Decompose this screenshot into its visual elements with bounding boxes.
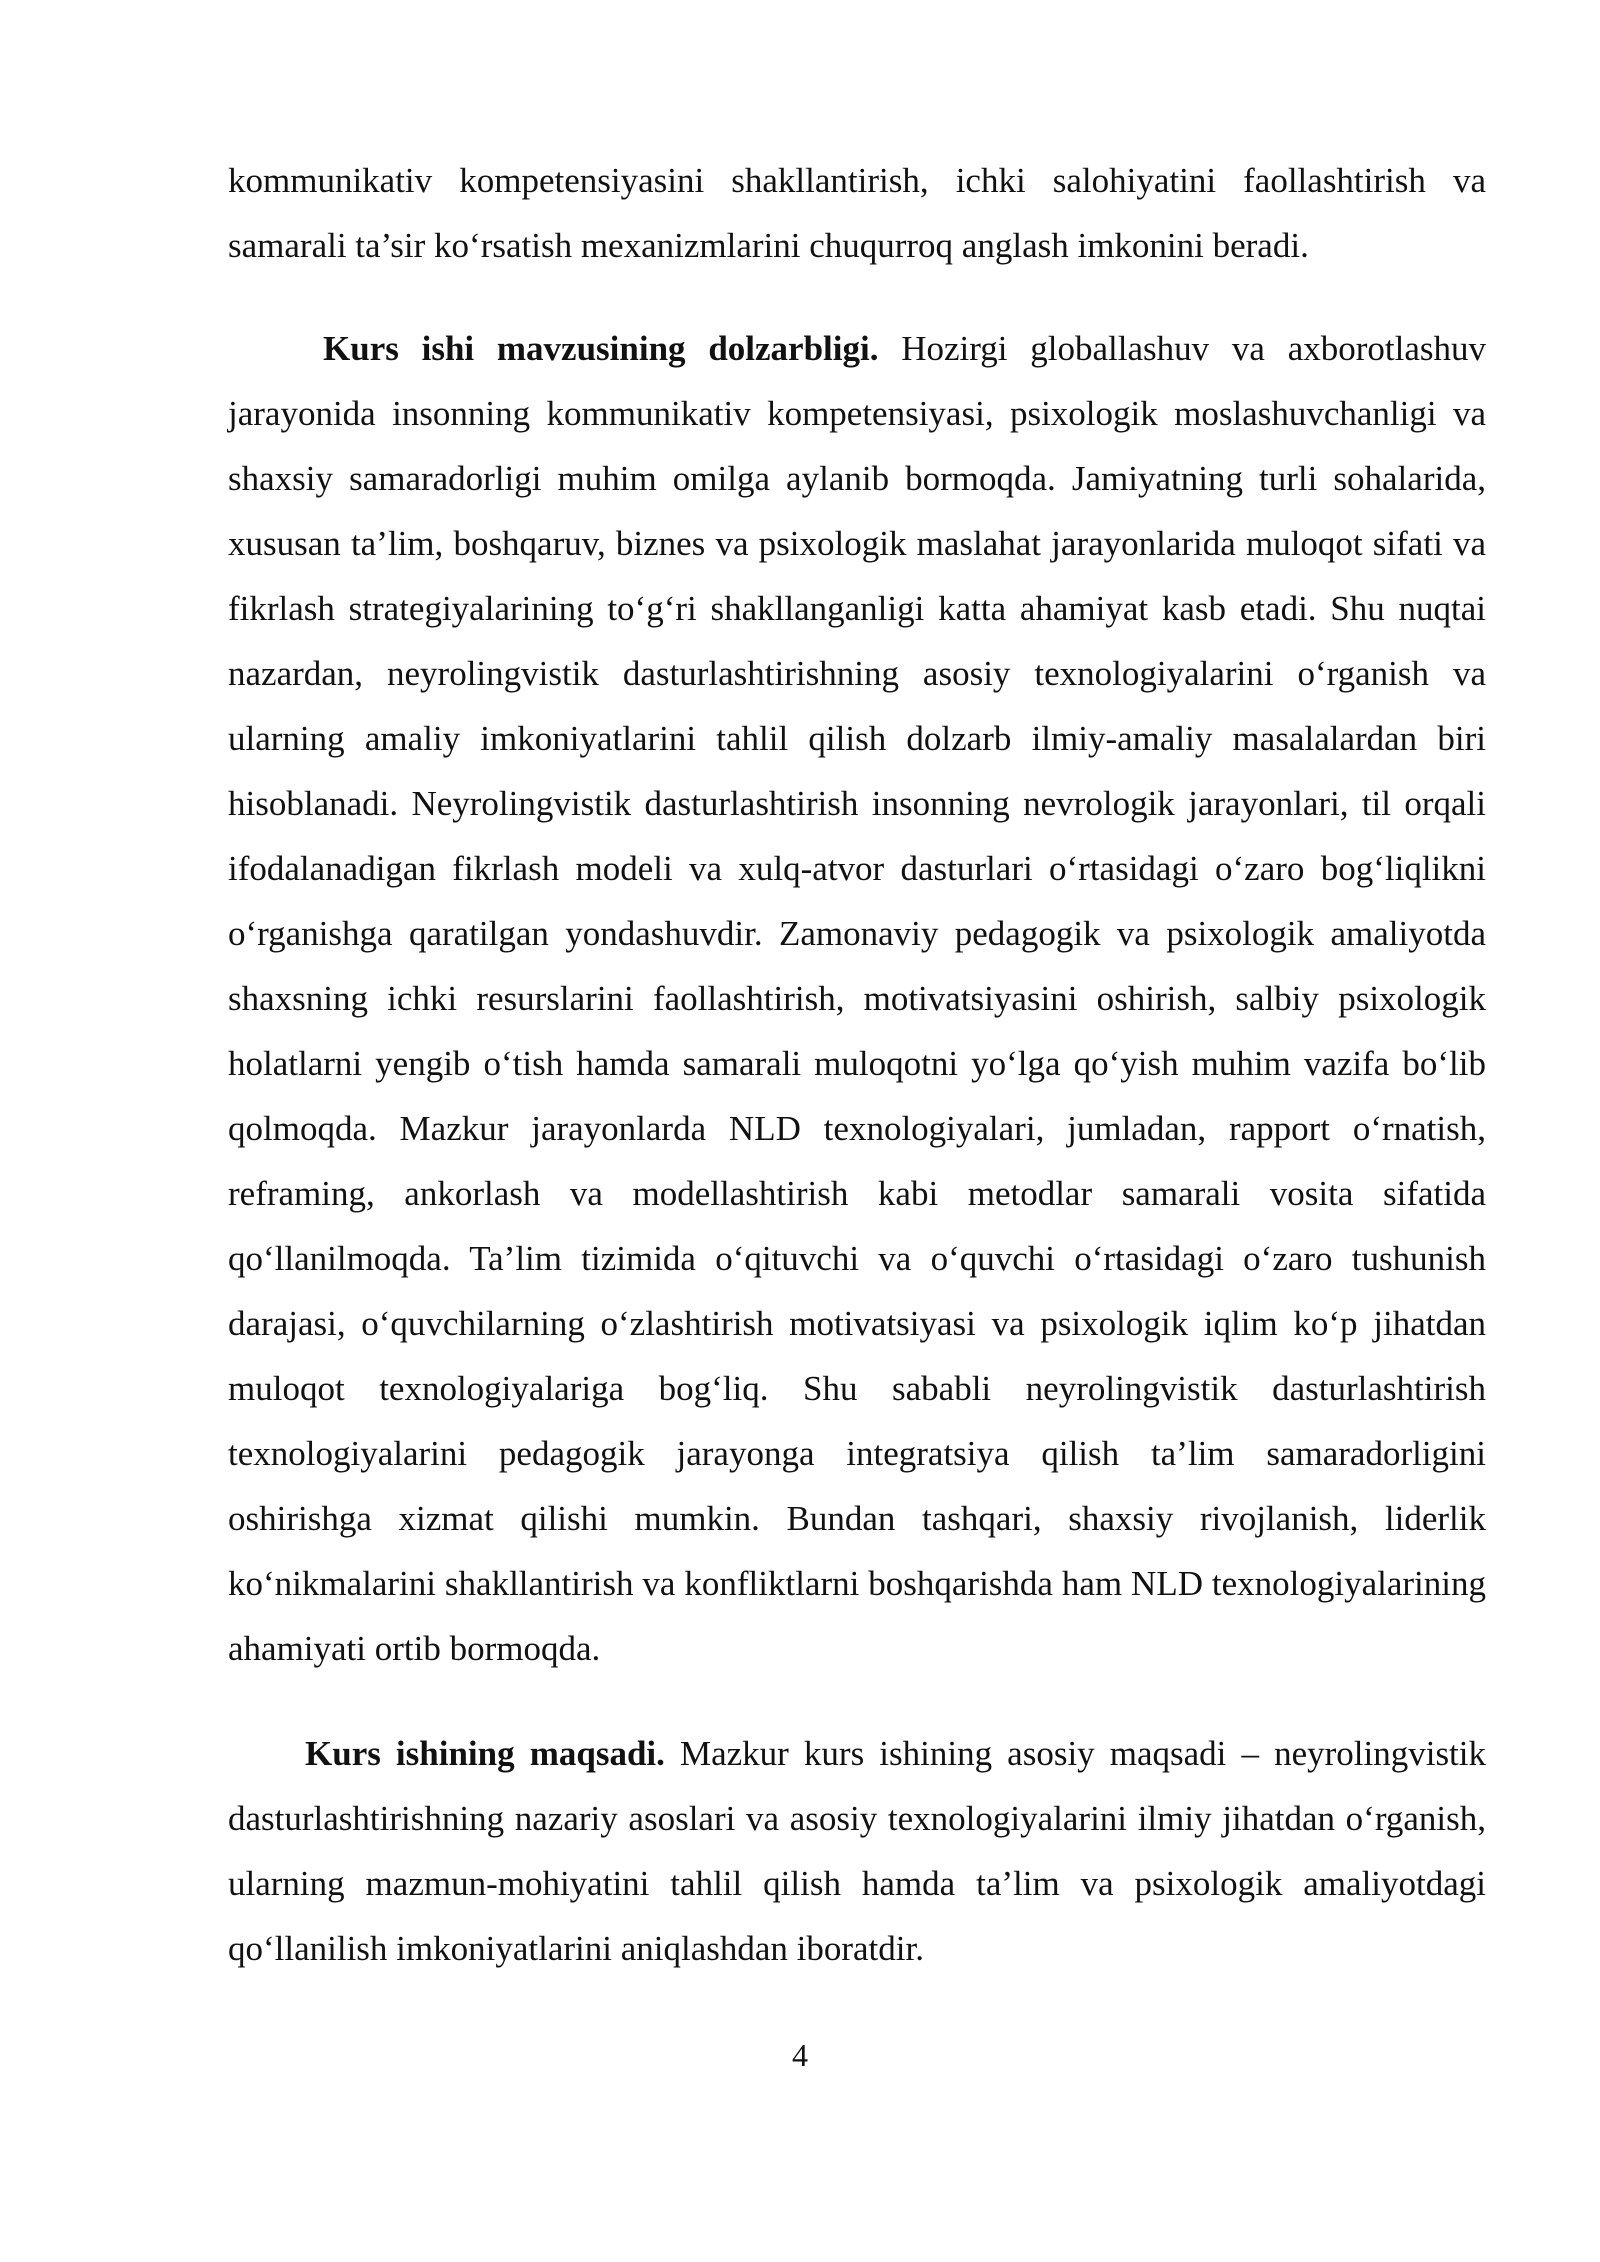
paragraph-relevance <box>228 316 1486 1681</box>
paragraph-text: kommunikativ kompetensiyasini shakllantirish, ichki salohiyatini faollashtirish va samarali ta’sir ko‘rsatish mexanizmlarini chuqurroq anglash imkonini beradi. <box>228 161 1486 265</box>
paragraph-heading: Kurs ishi mavzusining dolzarbligi. <box>323 329 879 368</box>
paragraph-gap <box>228 278 1486 316</box>
paragraph-text: Hozirgi globallashuv va axborotlashuv jarayonida insonning kommunikativ kompetensiyasi, psixologik moslashuvchanligi va shaxsiy samaradorligi muhim omilga aylanib bormoqda. Jamiyatning turli sohalarida, xususan ta’lim, boshqaruv, biznes va psixologik maslahat jarayonlarida muloqot sifati va fikrlash strategiyalarining to‘g‘ri shakllanganligi katta ahamiyat kasb etadi. Shu nuqtai nazardan, neyrolingvistik dasturlashtirishning asosiy texnologiyalarini o‘rganish va ularning amaliy imkoniyatlarini tahlil qilish dolzarb ilmiy-amaliy masalalardan biri hisoblanadi. Neyrolingvistik dasturlashtirish insonning nevrologik jarayonlari, til orqali ifodalanadigan fikrlash modeli va xulq-atvor dasturlari o‘rtasidagi o‘zaro bog‘liqlikni o‘rganishga qaratilgan yondashuvdir. Zamonaviy pedagogik va psixologik amaliyotda shaxsning ichki resurslarini faollashtirish, motivatsiyasini oshirish, salbiy psixologik holatlarni yengib o‘tish hamda samarali muloqotni yo‘lga qo‘yish muhim vazifa bo‘lib qolmoqda. Mazkur jarayonlarda NLD texnologiyalari, jumladan, rapport o‘rnatish, reframing, ankorlash va modellashtirish kabi metodlar samarali vosita sifatida qo‘llanilmoqda. Ta’lim tizimida o‘qituvchi va o‘quvchi o‘rtasidagi o‘zaro tushunish darajasi, o‘quvchilarning o‘zlashtirish motivatsiyasi va psixologik iqlim ko‘p jihatdan muloqot texnologiyalariga bog‘liq. Shu sababli neyrolingvistik dasturlashtirish texnologiyalarini pedagogik jarayonga integratsiya qilish ta’lim samaradorligini oshirishga xizmat qilishi mumkin. Bundan tashqari, shaxsiy rivojlanish, liderlik ko‘nikmalarini shakllantirish va konfliktlarni boshqarishda ham NLD texnologiyalarining ahamiyati ortib bormoqda. <box>228 329 1486 1668</box>
page-number: 4 <box>792 2037 808 2073</box>
paragraph-heading: Kurs ishining maqsadi. <box>305 1734 665 1773</box>
paragraph-gap <box>228 1681 1486 1721</box>
document-page <box>228 148 1486 1981</box>
paragraph-intro-continuation <box>228 148 1486 278</box>
paragraph-text: Mazkur kurs ishining asosiy maqsadi – neyrolingvistik dasturlashtirishning nazariy asoslari va asosiy texnologiyalarini ilmiy jihatdan o‘rganish, ularning mazmun-mohiyatini tahlil qilish hamda ta’lim va psixologik amaliyotdagi qo‘llanilish imkoniyatlarini aniqlashdan iboratdir. <box>228 1734 1487 1968</box>
paragraph-goal <box>228 1721 1486 1981</box>
